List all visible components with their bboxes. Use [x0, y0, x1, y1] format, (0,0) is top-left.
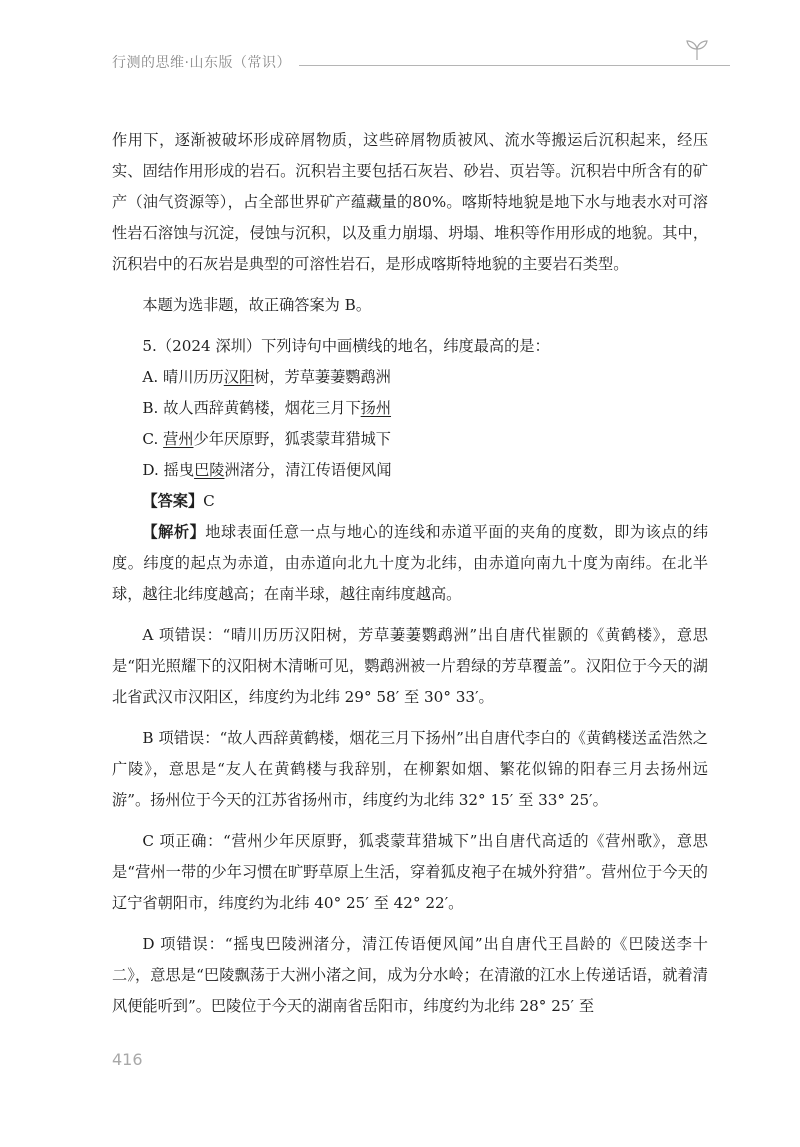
- answer-value: C: [203, 492, 215, 510]
- option-d: D. 摇曳巴陵洲渚分，清江传语便风闻: [142, 461, 392, 479]
- question-stem: 5.（2024 深圳）下列诗句中画横线的地名，纬度最高的是：: [142, 337, 550, 355]
- analysis-label: 【解析】: [142, 523, 206, 541]
- analysis-paragraph: 【解析】地球表面任意一点与地心的连线和赤道平面的夹角的度数，即为该点的纬度。纬度的起点为赤道，由赤道向北九十度为北纬，由赤道向南九十度为南纬。在北半球，越往北纬度越高；在南半球，越往南纬度越高。: [112, 523, 709, 603]
- page-body: [112, 125, 708, 1022]
- header-rule: [299, 65, 730, 66]
- underlined-place: 营州: [163, 430, 194, 448]
- answer-line: [112, 486, 708, 517]
- option-a: A. 晴川历历汉阳树，芳草萋萋鹦鹉洲: [142, 368, 391, 386]
- paragraph-conclusion: 本题为选非题，故正确答案为 B。: [142, 296, 372, 314]
- underlined-place: 巴陵: [194, 461, 225, 479]
- underlined-place: 汉阳: [223, 368, 255, 386]
- page-number: 416: [112, 1050, 143, 1069]
- answer-label: 【答案】: [142, 492, 204, 510]
- sprout-icon: [684, 36, 710, 62]
- explanation-d: D 项错误：“摇曳巴陵洲渚分，清江传语便风闻”出自唐代王昌龄的《巴陵送李十二》，意思是“巴陵飘荡于大洲小渚之间，成为分水岭；在清澈的江水上传递话语，就着清风便能听到”。巴陵位于今天的湖南省岳阳市，纬度约为北纬 28° 25′ 至: [112, 935, 708, 1015]
- option-b: B. 故人西辞黄鹤楼，烟花三月下扬州: [142, 399, 392, 417]
- option-c: C. 营州少年厌原野，狐裘蒙茸猎城下: [142, 430, 391, 448]
- running-header: [112, 50, 730, 74]
- paragraph-continued: 作用下，逐渐被破坏形成碎屑物质，这些碎屑物质被风、流水等搬运后沉积起来，经压实、固结作用形成的岩石。沉积岩主要包括石灰岩、砂岩、页岩等。沉积岩中所含有的矿产（油气资源等），占全部世界矿产蕴藏量的80%。喀斯特地貌是地下水与地表水对可溶性岩石溶蚀与沉淀，侵蚀与沉积，以及重力崩塌、坍塌、堆积等作用形成的地貌。其中，沉积岩中的石灰岩是典型的可溶性岩石，是形成喀斯特地貌的主要岩石类型。: [112, 131, 708, 273]
- explanation-c: C 项正确：“营州少年厌原野，狐裘蒙茸猎城下”出自唐代高适的《营州歌》，意思是“营州一带的少年习惯在旷野草原上生活，穿着狐皮袍子在城外狩猎”。营州位于今天的辽宁省朝阳市，纬度约为北纬 40° 25′ 至 42° 22′。: [112, 832, 708, 912]
- header-title: 行测的思维·山东版（常识）: [112, 55, 291, 71]
- explanation-a: A 项错误：“晴川历历汉阳树，芳草萋萋鹦鹉洲”出自唐代崔颢的《黄鹤楼》，意思是“阳光照耀下的汉阳树木清晰可见，鹦鹉洲被一片碧绿的芳草覆盖”。汉阳位于今天的湖北省武汉市汉阳区，纬度约为北纬 29° 58′ 至 30° 33′。: [112, 626, 708, 706]
- underlined-place: 扬州: [360, 399, 392, 417]
- explanation-b: B 项错误：“故人西辞黄鹤楼，烟花三月下扬州”出自唐代李白的《黄鹤楼送孟浩然之广陵》，意思是“友人在黄鹤楼与我辞别，在柳絮如烟、繁花似锦的阳春三月去扬州远游”。扬州位于今天的江苏省扬州市，纬度约为北纬 32° 15′ 至 33° 25′。: [112, 729, 708, 809]
